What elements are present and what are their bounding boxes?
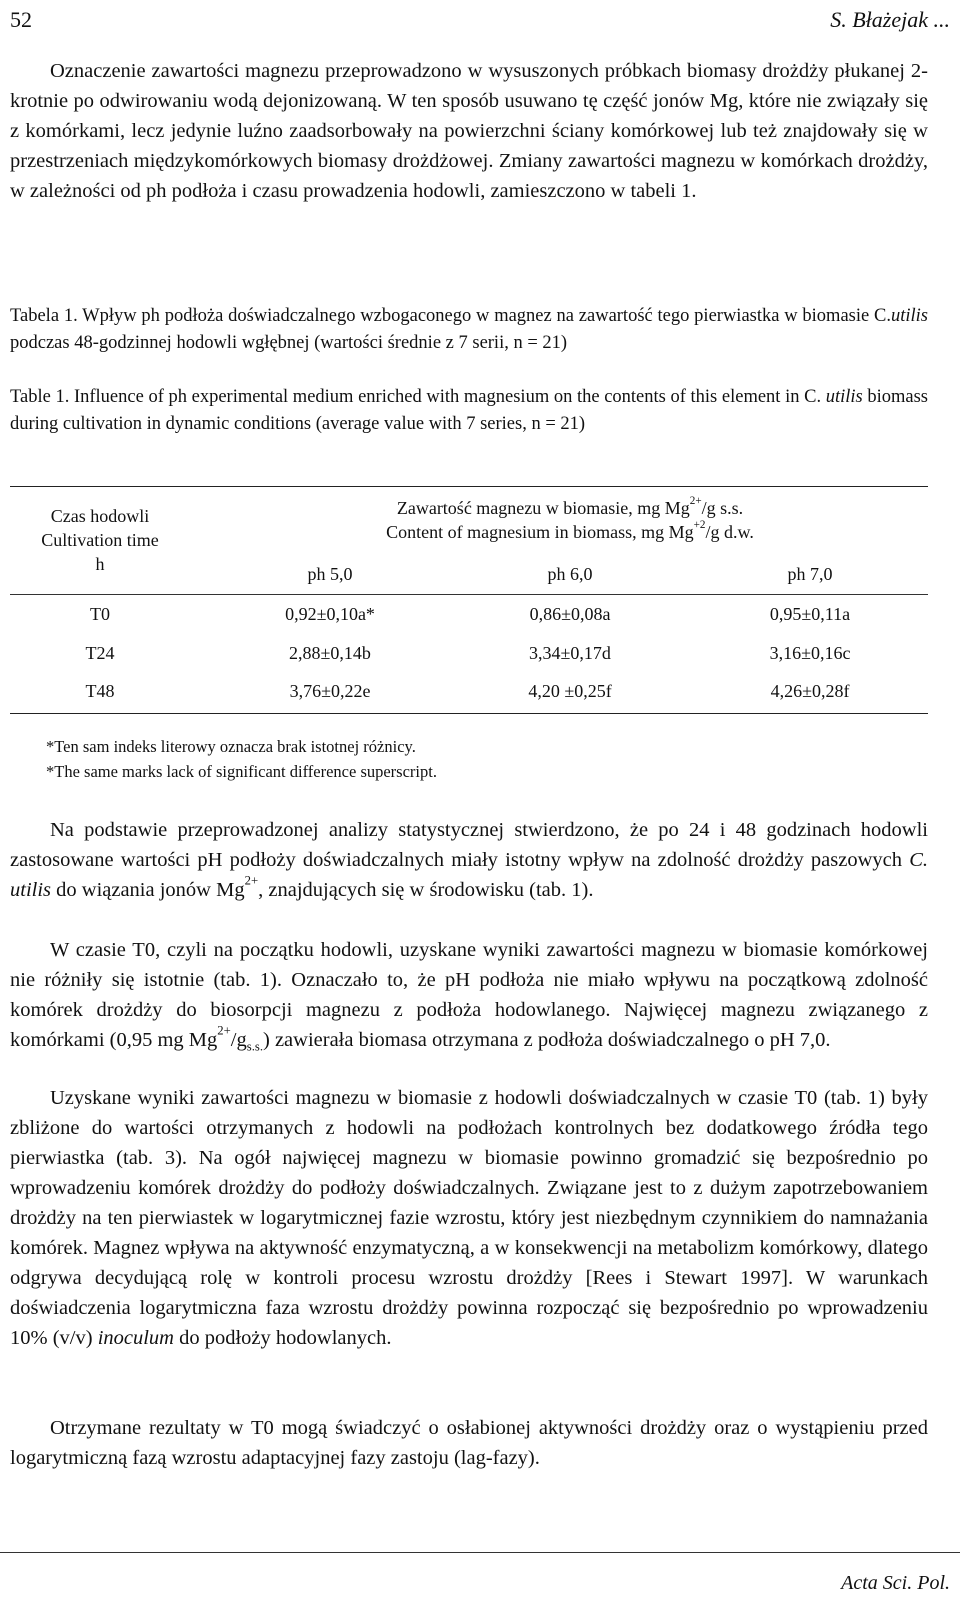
paragraph-statistics-sup: 2+ (244, 873, 259, 888)
row-time-t0: T0 (90, 604, 110, 624)
time-header (20, 504, 180, 576)
paragraph-statistics-species: C. utilis (10, 849, 928, 901)
caption-pl-text: Tabela 1. Wpływ ph podłoża doświadczalnego wzbogaconego w magnez na zawartość tego pierwiastka w biomasie C. (10, 306, 891, 326)
footnote-en: *The same marks lack of significant difference superscript. (46, 762, 437, 781)
cell-t24-ph5: 2,88±0,14b (289, 643, 371, 663)
paragraph-t0-sup: 2+ (217, 1023, 231, 1038)
column-header-ph5: ph 5,0 (307, 564, 353, 584)
running-title: S. Błażejak ... (830, 7, 950, 32)
caption-en-tail: biomass during cultivation in dynamic conditions (average value with 7 series, n = 21) (10, 387, 928, 434)
paragraph-results (10, 1083, 928, 1353)
content-header (220, 496, 920, 544)
paragraph-intro: Oznaczenie zawartości magnezu przeprowadzono w wysuszonych próbkach biomasy drożdży płukanej 2-krotnie po odwirowaniu wodą dejonizowaną. W ten sposób usuwano tę część jonów Mg, które nie związały się z komórkami, lecz jedynie luźno zaadsorbowały na powierzchni ściany komórkowej lub też znajdowały się w przestrzeniach międzykomórkowych biomasy drożdżowej. Zmiany zawartości magnezu w komórkach drożdży, w zależności od ph podłoża i czasu prowadzenia hodowli, zamieszczono w tabeli 1. (10, 60, 928, 202)
content-header-pl-tail: /g s.s. (701, 498, 744, 518)
table-top-rule (10, 486, 928, 487)
content-header-en-text: Content of magnesium in biomass, mg Mg (386, 522, 694, 542)
table-caption-en (10, 384, 928, 438)
cell-t24-ph7: 3,16±0,16c (769, 643, 851, 663)
cell-t0-ph5: 0,92±0,10a* (285, 604, 375, 624)
content-header-en (220, 520, 920, 544)
cell-t0-ph7: 0,95±0,11a (769, 604, 851, 624)
cell-t48-ph5: 3,76±0,22e (289, 681, 371, 701)
row-time-t24: T24 (85, 643, 115, 663)
journal-name: Acta Sci. Pol. (841, 1572, 950, 1594)
cell-t24-ph6: 3,34±0,17d (529, 643, 611, 663)
content-header-en-sup: +2 (693, 518, 706, 531)
paragraph-t0 (10, 935, 928, 1055)
paragraph-t0-text: W czasie T0, czyli na początku hodowli, uzyskane wyniki zawartości magnezu w biomasie komórkowej nie różniły się istotnie (tab. 1). Oznaczało to, że pH podłoża nie miało wpływu na początkową zdolność komórek drożdży do biosorpcji magnezu z podłoża hodowlanego. Najwięcej magnezu związanego z komórkami (0,95 mg Mg (10, 939, 928, 1051)
table-header-rule (10, 594, 928, 595)
table-bottom-rule (10, 713, 928, 714)
content-header-en-tail: /g d.w. (705, 522, 754, 542)
row-time-t48: T48 (85, 681, 115, 701)
paragraph-results-italic: inoculum (97, 1327, 174, 1349)
content-header-pl-sup: 2+ (689, 494, 702, 507)
time-header-unit: h (95, 554, 105, 574)
content-header-pl (220, 496, 920, 520)
content-header-pl-text: Zawartość magnezu w biomasie, mg Mg (396, 498, 690, 518)
cell-t0-ph6: 0,86±0,08a (529, 604, 611, 624)
paragraph-t0-text-3: ) zawierała biomasa otrzymana z podłoża doświadczalnego o pH 7,0. (263, 1029, 831, 1051)
page-header (10, 4, 950, 36)
paragraph-statistics-text: Na podstawie przeprowadzonej analizy statystycznej stwierdzono, że po 24 i 48 godzinach hodowli zastosowane wartości pH podłoży doświadczalnych miały istotny wpływ na zdolność drożdży paszowych (10, 819, 928, 871)
footnote-pl: *Ten sam indeks literowy oznacza brak istotnej różnicy. (46, 737, 416, 756)
cell-t48-ph6: 4,20 ±0,25f (528, 681, 612, 701)
paragraph-statistics-text-3: , znajdujących się w środowisku (tab. 1). (258, 879, 594, 901)
caption-pl-tail: podczas 48-godzinnej hodowli wgłębnej (wartości średnie z 7 serii, n = 21) (10, 333, 568, 353)
caption-en-text: Table 1. Influence of ph experimental medium enriched with magnesium on the contents of this element in C. (10, 387, 826, 407)
paragraph-t0-sub: s.s. (246, 1039, 263, 1054)
paragraph-t0-text-2: /g (230, 1029, 247, 1051)
paragraph-statistics-text-2: do wiązania jonów Mg (51, 879, 245, 901)
caption-pl-species: utilis (890, 306, 928, 326)
time-header-en: Cultivation time (41, 530, 159, 550)
paragraph-conclusion: Otrzymane rezultaty w T0 mogą świadczyć o osłabionej aktywności drożdży oraz o wystąpieniu przed logarytmiczną fazą wzrostu adaptacyjnej fazy zastoju (lag-fazy). (10, 1417, 928, 1469)
paragraph-statistics (10, 815, 928, 905)
paragraph-results-text-2: do podłoży hodowlanych. (173, 1327, 392, 1349)
page-number: 52 (10, 7, 32, 32)
cell-t48-ph7: 4,26±0,28f (770, 681, 850, 701)
time-header-pl: Czas hodowli (50, 506, 150, 526)
paragraph-results-text: Uzyskane wyniki zawartości magnezu w biomasie z hodowli doświadczalnych w czasie T0 (tab. 1) były zbliżone do wartości otrzymanych z hodowli na podłożach kontrolnych bez dodatkowego źródła tego pierwiastka (tab. 3). Na ogół najwięcej magnezu w biomasie powinno gromadzić się bezpośrednio po wprowadzeniu komórek drożdży do podłoży doświadczalnych. Związane jest to z dużym zapotrzebowaniem drożdży na ten pierwiastek w logarytmicznej fazie wzrostu, który jest niezbędnym czynnikiem do namnażania komórek. Magnez wpływa na aktywność enzymatyczną, a w konsekwencji na metabolizm komórkowy, dlatego odgrywa decydującą rolę w kontroli procesu wzrostu drożdży [Rees i Stewart 1997]. W warunkach doświadczenia logarytmiczna faza wzrostu drożdży powinna rozpocząć się bezpośrednio po wprowadzeniu 10% (v/v) (10, 1087, 928, 1349)
table-caption-pl (10, 303, 928, 357)
caption-en-species: utilis (825, 387, 863, 407)
footer-rule (0, 1552, 960, 1553)
column-header-ph6: ph 6,0 (547, 564, 593, 584)
column-header-ph7: ph 7,0 (787, 564, 833, 584)
